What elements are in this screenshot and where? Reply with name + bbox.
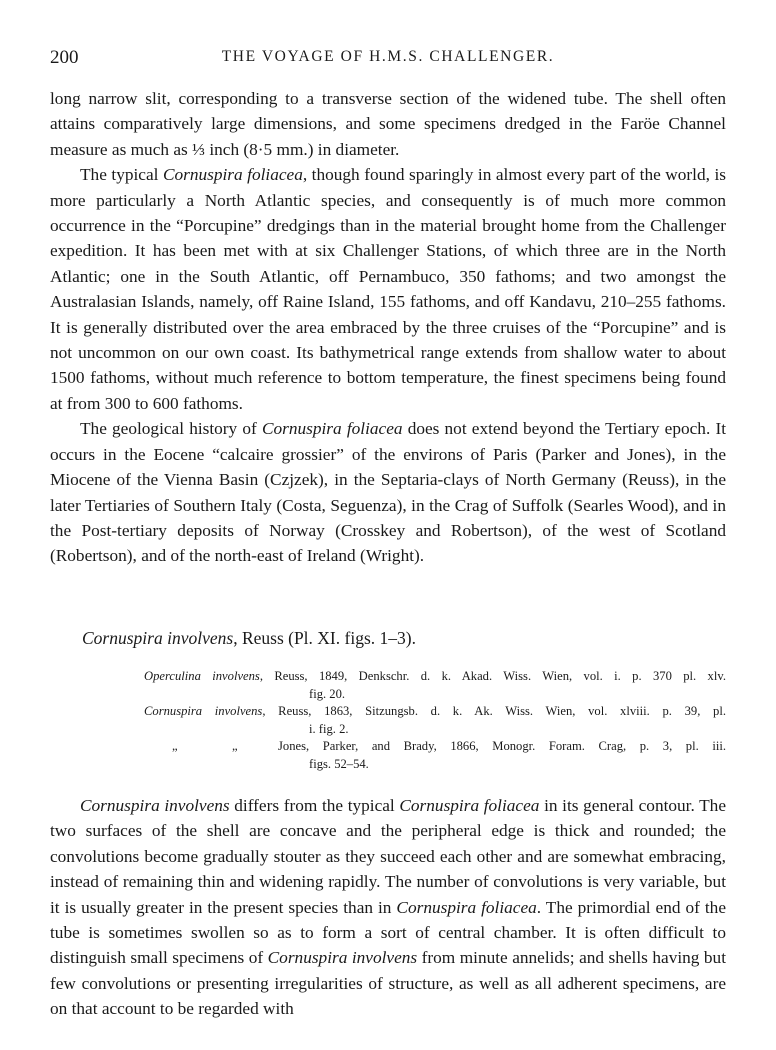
species-name: Cornuspira foliacea [399,796,540,815]
synonymy-entry: „ „ Jones, Parker, and Brady, 1866, Monogr. Foram. Crag, p. 3, pl. iii. figs. 52–54. [172,739,726,771]
species-name: Cornuspira foliacea [396,897,537,917]
fraction: ⅓ [192,139,206,159]
body-text-lower [50,793,726,1022]
species-heading-authority: , Reuss (Pl. XI. figs. 1–3). [233,628,416,648]
species-heading-name: Cornuspira involvens [82,628,234,648]
species-name: Cornuspira foliacea [261,419,403,439]
paragraph-2: The typical Cornuspira foliacea, though found sparingly in almost every part of the world, is more particularly a North Atlantic species, and consequently is of much more common occurrence in the “Porcupine” dredgings than in the material brought home from the Challenger expedition. It has been met with at six Challenger Stations, of which three are in the North Atlantic; one in the South Atlantic, off Pernambuco, 350 fathoms; and two amongst the Australasian Islands, namely, off Raine Island, 155 fathoms, and off Kandavu, 210–255 fathoms. It is generally distributed over the area embraced by the three cruises of the “Porcupine” and is not uncommon on our own coast. Its bathymetrical range extends from shallow water to about 1500 fathoms, without much reference to bottom temperature, the finest specimens being found at from 300 to 600 fathoms. [50,165,726,413]
body-text-upper [50,86,726,569]
page-number: 200 [50,47,79,68]
synonymy-list [144,668,726,774]
page-header [50,47,726,67]
species-name: Cornuspira involvens [267,948,418,968]
species-name: Cornuspira involvens [80,796,230,815]
paragraph-1: long narrow slit, corresponding to a transverse section of the widened tube. The shell often attains comparatively large dimensions, and some specimens dredged in the Faröe Channel measure as much as ⅓ inch (8·5 mm.) in diameter. [50,89,726,159]
ditto-mark: „ [232,739,238,754]
synonymy-entry: Cornuspira involvens, Reuss, 1863, Sitzungsb. d. k. Ak. Wiss. Wien, vol. xlviii. p. 39, pl. i. fig. 2. [144,704,726,736]
species-name: Cornuspira foliacea [162,165,303,185]
ditto-mark: „ [172,739,178,754]
synonymy-entry: Operculina involvens, Reuss, 1849, Denkschr. d. k. Akad. Wiss. Wien, vol. i. p. 370 pl. xlv. fig. 20. [144,669,726,701]
running-head: THE VOYAGE OF H.M.S. CHALLENGER. [221,48,555,65]
species-heading [82,628,416,649]
paragraph-3: The geological history of Cornuspira foliacea does not extend beyond the Tertiary epoch. It occurs in the Eocene “calcaire grossier” of the environs of Paris (Parker and Jones), in the Miocene of the Vienna Basin (Czjzek), in the Septaria-clays of North Germany (Reuss), in the later Tertiaries of Southern Italy (Costa, Seguenza), in the Crag of Suffolk (Searles Wood), and in the Post-tertiary deposits of Norway (Crosskey and Robertson), of the west of Scotland (Robertson), and of the north-east of Ireland (Wright). [50,419,727,566]
paragraph-4: Cornuspira involvens differs from the typical Cornuspira foliacea in its general contour. The two surfaces of the shell are concave and the peripheral edge is thick and rounded; the convolutions become gradually stouter as they succeed each other and are somewhat embracing, instead of remaining thin and widening rapidly. The number of convolutions is very variable, but it is usually greater in the present species than in Cornuspira foliacea. The primordial end of the tube is sometimes swollen so as to form a sort of central chamber. It is often difficult to distinguish small specimens of Cornuspira involvens from minute annelids; and shells having but few convolutions or presenting irregularities of structure, as well as all adherent specimens, are on that account to be regarded with [50,796,726,1019]
